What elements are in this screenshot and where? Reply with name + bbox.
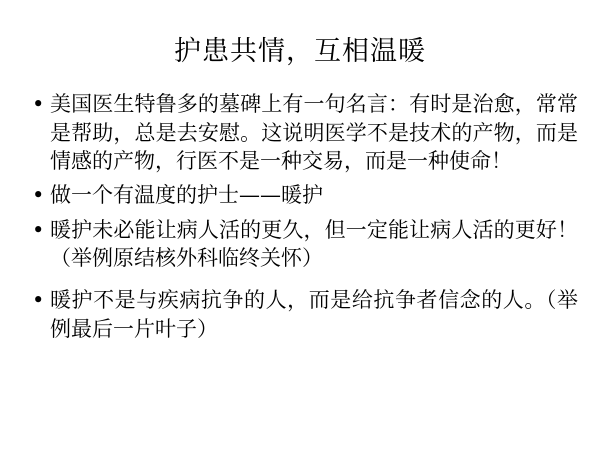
list-item xyxy=(0,90,600,175)
list-item-text: 暖护不是与疾病抗争的人，而是给抗争者信念的人。（举例最后一片叶子） xyxy=(50,288,578,341)
list-item xyxy=(0,181,600,209)
list-item-text: 美国医生特鲁多的墓碑上有一句名言：有时是治愈，常常是帮助，总是去安慰。这说明医学不是技术的产物，而是情感的产物，行医不是一种交易，而是一种使命！ xyxy=(50,92,578,174)
list-item-text: 暖护未必能让病人活的更久，但一定能让病人活的更好！（举例原结核外科临终关怀） xyxy=(50,217,578,271)
list-item xyxy=(0,216,600,273)
page-title: 护患共情，互相温暖 xyxy=(174,36,426,67)
list-item xyxy=(0,286,600,343)
bullet-marker-icon: • xyxy=(32,288,45,313)
list-item-text: 做一个有温度的护士——暖护 xyxy=(50,183,323,208)
bullet-list xyxy=(0,68,600,343)
bullet-marker-icon: • xyxy=(32,183,45,208)
bullet-marker-icon: • xyxy=(32,217,45,242)
bullet-marker-icon: • xyxy=(32,92,45,117)
